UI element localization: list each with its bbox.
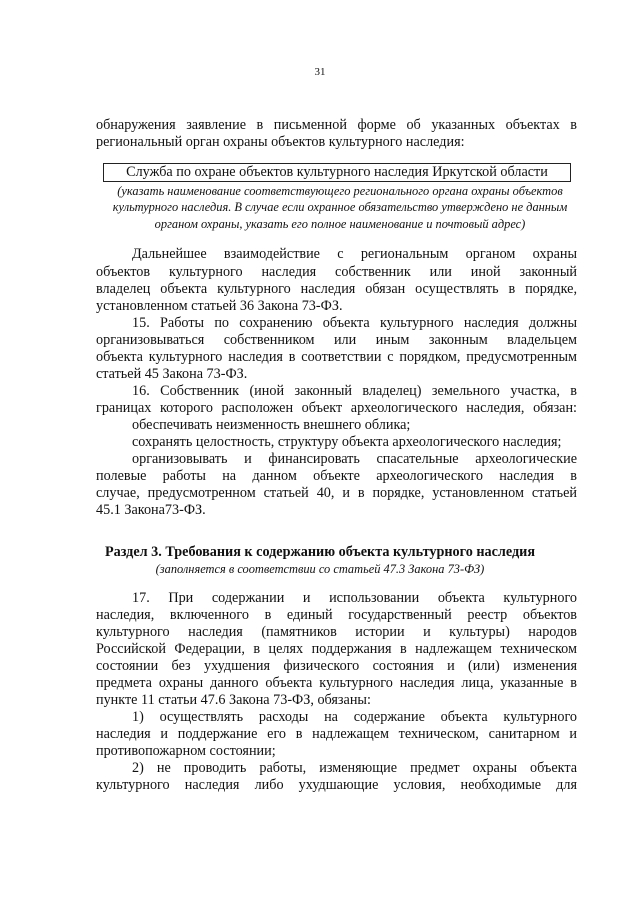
authority-hint-line: культурного наследия. В случае если охранное обязательство утверждено не данным [112, 200, 568, 214]
paragraph-line: установленном статьей 36 Закона 73-ФЗ. [96, 298, 343, 314]
paragraph-line: организовываться собственником или иным законным владельцем [96, 332, 577, 348]
intro-line: региональный орган охраны объектов культурного наследия: [96, 134, 465, 150]
paragraph-line: владелец объекта культурного наследия обязан осуществлять в порядке, [96, 281, 577, 297]
paragraph-line: противопожарном состоянии; [96, 743, 276, 759]
paragraph-line: 15. Работы по сохранению объекта культурного наследия должны [132, 315, 577, 331]
paragraph-line: культурного наследия либо ухудшающие условия, необходимые для [96, 777, 577, 793]
intro-line: обнаружения заявление в письменной форме об указанных объектах в [96, 117, 577, 133]
paragraph-line: 17. При содержании и использовании объекта культурного [132, 590, 577, 606]
authority-hint-line: органом охраны, указать его полное наименование и почтовый адрес) [154, 217, 526, 231]
authority-hint-line: (указать наименование соответствующего регионального органа охраны объектов [117, 184, 563, 198]
paragraph-line: 2) не проводить работы, изменяющие предмет охраны объекта [132, 760, 577, 776]
paragraph-line: Дальнейшее взаимодействие с региональным органом охраны [132, 246, 577, 262]
paragraph-line: организовывать и финансировать спасательные археологические [132, 451, 577, 467]
paragraph-line: состоянии без ухудшения физического состояния и (или) изменения [96, 658, 577, 674]
paragraph-line: обеспечивать неизменность внешнего облика; [132, 417, 411, 433]
page-number: 31 [314, 66, 326, 78]
authority-box: Служба по охране объектов культурного наследия Иркутской области [103, 163, 571, 182]
paragraph-line: наследия и поддержание его в надлежащем техническом, санитарном и [96, 726, 577, 742]
paragraph-line: культурного наследия (памятников истории и культуры) народов [96, 624, 577, 640]
paragraph-line: 16. Собственник (иной законный владелец) земельного участка, в [132, 383, 577, 399]
paragraph-line: 45.1 Закона73-ФЗ. [96, 502, 206, 518]
section-subtitle: (заполняется в соответствии со статьей 47.3 Закона 73-ФЗ) [155, 562, 485, 576]
paragraph-line: предмета охраны данного объекта культурного наследия лица, указанные в [96, 675, 577, 691]
paragraph-line: наследия, включенного в единый государственный реестр объектов [96, 607, 577, 623]
section-title: Раздел 3. Требования к содержанию объекта культурного наследия [104, 544, 536, 560]
paragraph-line: случае, предусмотренном статьей 40, и в порядке, установленном статьей [96, 485, 577, 501]
paragraph-line: объектов культурного наследия собственник или иной законный [96, 264, 577, 280]
paragraph-line: статьей 45 Закона 73-ФЗ. [96, 366, 248, 382]
paragraph-line: границах которого расположен объект археологического наследия, обязан: [96, 400, 577, 416]
paragraph-line: сохранять целостность, структуру объекта археологического наследия; [132, 434, 562, 450]
paragraph-line: Российской Федерации, в целях поддержания в надлежащем техническом [96, 641, 577, 657]
paragraph-line: объекта культурного наследия в соответствии с порядком, предусмотренным [96, 349, 577, 365]
paragraph-line: полевые работы на данном объекте археологического наследия в [96, 468, 577, 484]
paragraph-line: пункте 11 статьи 47.6 Закона 73-ФЗ, обязаны: [96, 692, 371, 708]
paragraph-line: 1) осуществлять расходы на содержание объекта культурного [132, 709, 577, 725]
